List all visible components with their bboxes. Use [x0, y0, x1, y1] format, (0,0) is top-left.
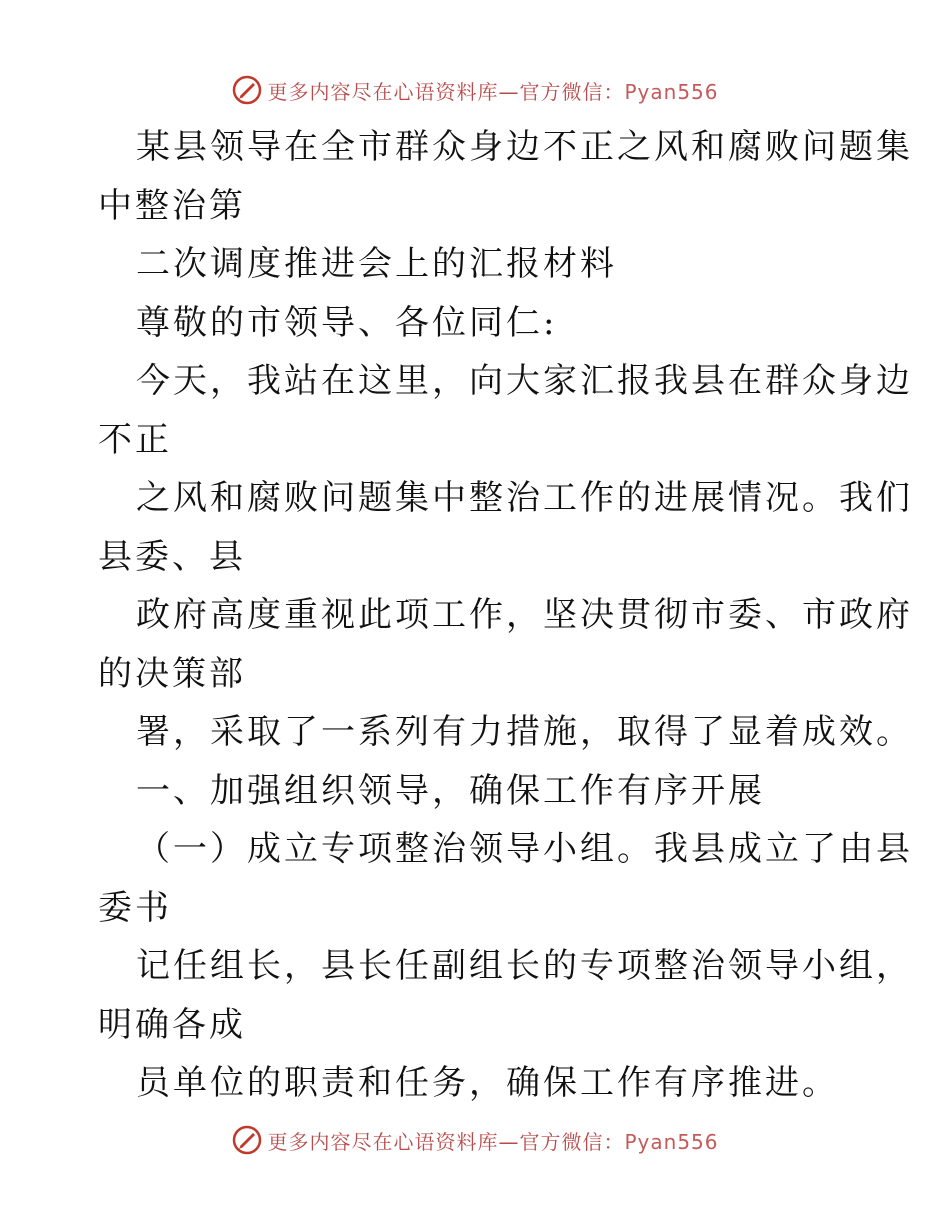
text-line: 今天，我站在这里，向大家汇报我县在群众身边	[136, 361, 913, 401]
text-line: 员单位的职责和任务，确保工作有序推进。	[136, 1063, 839, 1103]
document-body	[98, 118, 913, 1113]
text-line: 明确各成	[98, 1004, 246, 1045]
banner-text: 更多内容尽在心语资料库—官方微信：Pyan556	[267, 1129, 719, 1154]
text-line: 政府高度重视此项工作，坚决贯彻市委、市政府	[136, 595, 913, 635]
text-line: 不正	[98, 419, 172, 460]
text-line: 的决策部	[98, 653, 246, 694]
text-line: 记任组长，县长任副组长的专项整治领导小组，	[136, 946, 913, 986]
footer-banner	[0, 1120, 950, 1160]
text-line: （一）成立专项整治领导小组。我县成立了由县	[136, 829, 913, 869]
wechat-id: Pyan556	[624, 79, 719, 104]
text-line: 某县领导在全市群众身边不正之风和腐败问题集	[136, 127, 913, 167]
wechat-id: Pyan556	[624, 1129, 719, 1154]
header-banner	[0, 70, 950, 110]
text-line: 之风和腐败问题集中整治工作的进展情况。我们	[136, 478, 913, 518]
text-line: 委书	[98, 887, 172, 928]
text-line: 二次调度推进会上的汇报材料	[136, 244, 617, 284]
text-line: 尊敬的市领导、各位同仁:	[136, 302, 558, 343]
text-line: 署，采取了一系列有力措施，取得了显着成效。	[136, 712, 913, 752]
banner-text: 更多内容尽在心语资料库—官方微信：Pyan556	[267, 79, 719, 104]
text-line: 中整治第	[98, 185, 246, 226]
text-line: 一、加强组织领导，确保工作有序开展	[136, 770, 765, 811]
quill-pen-logo-icon	[231, 74, 263, 106]
quill-pen-logo-icon	[231, 1124, 263, 1156]
text-line: 县委、县	[98, 536, 246, 577]
